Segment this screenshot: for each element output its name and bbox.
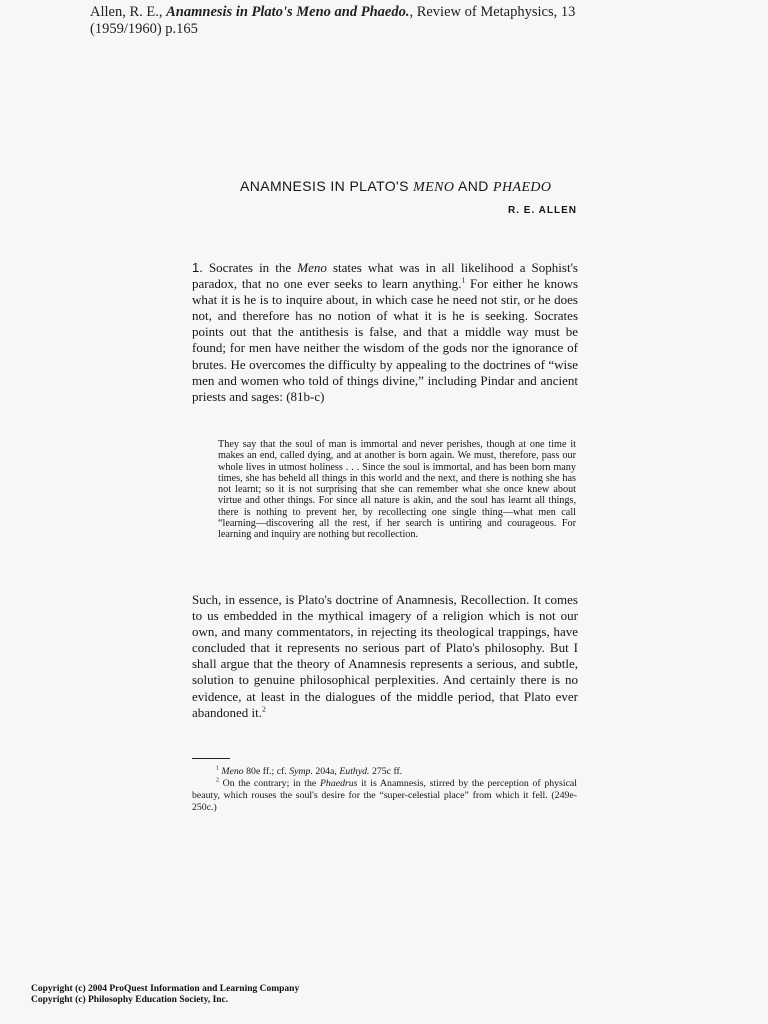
footnote-2-text-b: it is Anamnesis, stirred by the perception of physical beauty, which rouses the soul's desire for the “super-celestial place” from which it fell. (249e-250c.) (192, 778, 578, 813)
paragraph-1-text-b: states what was in all likelihood a Sophist's paradox, that no one ever seeks to learn anything. (192, 260, 578, 292)
footnote-ref-2[interactable]: 2 (262, 704, 266, 714)
copyright-line-2: Copyright (c) Philosophy Education Society, Inc. (31, 995, 229, 1005)
footnote-2-phaedrus: Phaedrus (319, 778, 358, 789)
footnote-1-text-b: 204a, (315, 766, 337, 777)
footnote-1-text-a: 80e ff.; cf. (246, 766, 287, 777)
article-title-main: ANAMNESIS IN PLATO'S (240, 178, 409, 194)
paragraph-2 (192, 592, 578, 721)
citation-header (90, 4, 650, 38)
article-author: R. E. ALLEN (508, 205, 577, 216)
footnote-1-meno: Meno (221, 766, 244, 777)
footnote-1-euthyd: Euthyd. (339, 766, 370, 777)
paragraph-1 (192, 260, 578, 405)
footnote-2 (192, 778, 577, 814)
footnote-1 (192, 766, 577, 778)
copyright-line-1: Copyright (c) 2004 ProQuest Information and Learning Company (31, 984, 300, 994)
footnote-ref-1[interactable]: 1 (461, 275, 466, 285)
footnotes (192, 766, 577, 814)
section-number: 1. (192, 260, 203, 275)
footnote-1-mark: 1 (216, 765, 219, 772)
copyright-notice (31, 984, 431, 1006)
paragraph-1-meno: Meno (297, 260, 327, 275)
citation-title: Anamnesis in Plato's Meno and Phaedo. (166, 4, 410, 20)
paragraph-2-text: Such, in essence, is Plato's doctrine of Anamnesis, Recollection. It comes to us embedded in the mythical imagery of a religion which is not our own, and many commentators, in rejecting its theological trappings, have concluded that it represents no serious part of Plato's philosophy. But I shall argue that the theory of Anamnesis represents a serious, and subtle, solution to genuine philosophical perplexities. And certainly there is no evidence, at least in the dialogues of the middle period, that Plato ever abandoned it. (192, 592, 578, 720)
footnote-2-mark: 2 (216, 777, 219, 784)
footnote-1-symp: Symp. (289, 766, 313, 777)
article-title-and: AND (457, 178, 489, 194)
footnote-1-text-c: 275c ff. (371, 766, 403, 777)
article-title (240, 177, 600, 197)
paragraph-1-text-c: For either he knows what it is he is to inquire about, in which case he need not stir, or he does not, and therefore has no notion of what it is he is seeking. Socrates points out that the antithesis is false, and that a middle way must be found; for men have neither the wisdom of the gods nor the ignorance of brutes. He overcomes the difficulty by appealing to the doctrines of “wise men and women who told of things divine,” including Pindar and ancient priests and sages: (81b-c) (192, 276, 579, 404)
footnote-divider (192, 758, 230, 759)
citation-source: , Review of Metaphysics, 13 (1959/1960) p.165 (90, 4, 576, 37)
citation-author: Allen, R. E., (90, 4, 163, 20)
paragraph-1-text-a: Socrates in the (208, 260, 292, 275)
block-quote: They say that the soul of man is immortal and never perishes, though at one time it makes an end, called dying, and at another is born again. We must, therefore, pass our whole lives in utmost holiness . . . Since the soul is immortal, and has been born many times, she has beheld all things in this world and the next, and there is nothing she has not learnt; so it is not surprising that she can remember what she once knew about virtue and other things. For since all nature is akin, and the soul has learnt all things, there is nothing to prevent her, by recollecting one single thing—what men call “learning—discovering all the rest, if her search is untiring and courageous. For learning and inquiry are nothing but recollection. (218, 439, 576, 541)
footnote-2-text-a: On the contrary; in the (222, 778, 317, 789)
article-title-phaedo: PHAEDO (493, 180, 552, 195)
article-title-meno: MENO (413, 180, 455, 195)
